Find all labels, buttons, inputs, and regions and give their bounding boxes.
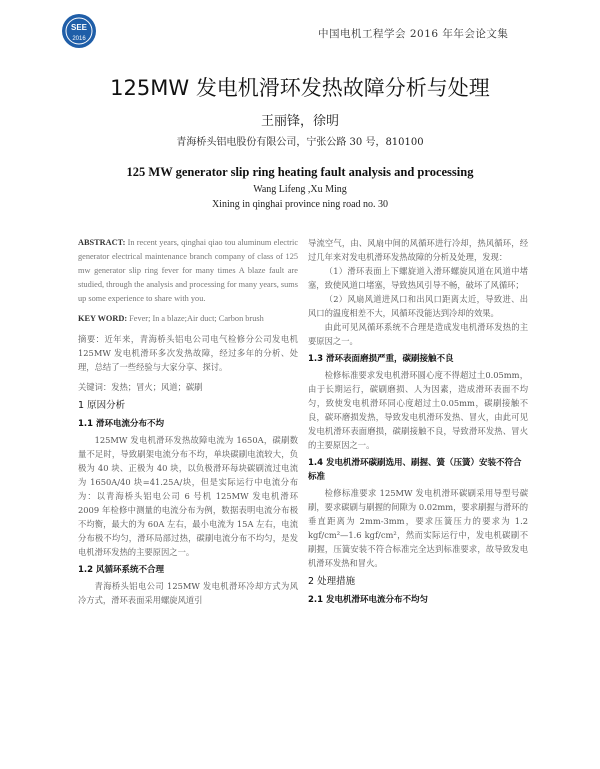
logo-year: 2016 <box>72 36 86 42</box>
conference-header: 中国电机工程学会 2016 年年会论文集 <box>318 28 509 40</box>
section-1-2-text: 青海桥头铝电公司 125MW 发电机滑环冷却方式为风冷方式，滑环表面采用螺旋风道引 <box>78 581 298 605</box>
summary-label: 摘要： <box>78 334 105 344</box>
finding-item-1: （1）滑环表面上下螺旋道入滑环螺旋风道在风道中堵塞，致使风道口堵塞，导致热风引导不畅，破坏了风循环； <box>308 266 528 290</box>
paper-title-en: 125 MW generator slip ring heating fault analysis and processing <box>126 165 474 179</box>
summary-text: 近年来，青海桥头铝电公司电气检修分公司发电机 125MW 发电机滑环多次发热故障，经过多年的分析、处理，总结了一些经验与大家分享、探讨。 <box>78 334 298 372</box>
finding-item-2: （2）风扇风道进风口和出风口距离太近，导致进、出风口的温度相差不大，风循环没能达到冷却的效果。 <box>308 294 528 318</box>
authors-cn: 王丽锋，徐明 <box>260 114 339 129</box>
paper-title-cn: 125MW 发电机滑环发热故障分析与处理 <box>110 76 490 100</box>
abstract-text: In recent years, qinghai qiao tou aluminum electric generator electrical maintenance branch company of class of 125 mw generator slip ring fever for many times A blaze fault are studied, through the analysis and processing for many years, sums up some experience to share with you. <box>78 238 298 303</box>
keywords-cn-label: 关键词： <box>78 382 112 392</box>
summary-paragraph <box>78 332 298 374</box>
affiliation-en: Xining in qinghai province ning road no. 30 <box>211 199 389 210</box>
affiliation-cn: 青海桥头铝电股份有限公司，宁张公路 30 号，810100 <box>176 137 424 148</box>
authors-en: Wang Lifeng ,Xu Ming <box>253 184 347 195</box>
finding-conclusion: 由此可见风循环系统不合理是造成发电机滑环发热的主要原因之一。 <box>308 322 528 346</box>
section-2-heading: 2 处理措施 <box>308 576 356 587</box>
section-1-1-heading: 1.1 滑环电流分布不均 <box>78 419 165 429</box>
section-1-heading: 1 原因分析 <box>78 400 126 411</box>
right-column <box>308 236 528 609</box>
left-column <box>78 236 298 607</box>
section-1-2-continued: 导流空气，由、风扇中间的风循环进行冷却，热风循环，经过几年来对发电机滑环发热故障的分析及处理，发现： <box>308 238 528 262</box>
abstract-label: ABSTRACT: <box>78 238 126 247</box>
logo-text: SEE <box>70 23 88 32</box>
section-1-2-heading: 1.2 风循环系统不合理 <box>78 565 165 575</box>
section-1-3-heading: 1.3 滑环表面磨损严重，碳刷接触不良 <box>308 354 454 364</box>
section-1-1-text: 125MW 发电机滑环发热故障电流为 1650A，碳刷数量不足时，导致刷架电流分布不均，单块碳刷电流较大，负极为 40 块、正极为 40 块，以负极滑环每块碳刷流过电流为 1650A/40 块=41.25A/块，但是实际运行中电流分布为：以青海桥头铝电公司 6 号机 125MW 发电机滑环 2009 年检修中测量的电流分布为例，数据表明电流分布极不均衡，最大的为 60A 左右，最小电流为 15A 左右，电流分布极不均匀，滑环局部过热，碳刷电流分布不均匀，是发电机滑环发热的主要原因之一。 <box>78 435 298 557</box>
keyword-paragraph <box>78 312 298 326</box>
keyword-label: KEY WORD: <box>78 314 128 323</box>
keywords-cn-paragraph <box>78 380 298 394</box>
section-1-4-heading: 1.4 发电机滑环碳刷选用、刷握、簧（压簧）安装不符合标准 <box>308 458 522 482</box>
section-1-4-text: 检修标准要求 125MW 发电机滑环碳刷采用导型号碳刷，要求碳刷与刷握的间隙为 0.02mm，要求刷握与滑环的垂直距离为 2mm-3mm，要求压簧压力的要求为 1.2 kgf/cm²—1.6 kgf/cm²，然而实际运行中，发电机碳刷不刷握，压簧安装不符合标准完全达到标准要求，故导致发电机滑环发热和冒火。 <box>308 488 528 568</box>
keyword-text: Fever; In a blaze;Air duct; Carbon brush <box>129 314 264 323</box>
section-1-3-text: 检修标准要求发电机滑环圆心度不得超过土0.05mm，由于长期运行，碳刷磨损、人为因素，造成滑环表面不均匀，致使发电机滑环同心度超过土0.05mm，碳刷接触不良，碳环磨损发热，导致发电机滑环发热、冒火，由此可见发电机滑环表面磨损，碳刷接触不良，导致滑环发热、冒火的主要原因之一。 <box>308 370 528 450</box>
keywords-cn-text: 发热；冒火；风道；碳刷 <box>111 382 203 392</box>
abstract-paragraph <box>78 236 298 306</box>
conference-logo <box>61 13 97 49</box>
section-2-1-heading: 2.1 发电机滑环电流分布不均匀 <box>308 595 429 605</box>
